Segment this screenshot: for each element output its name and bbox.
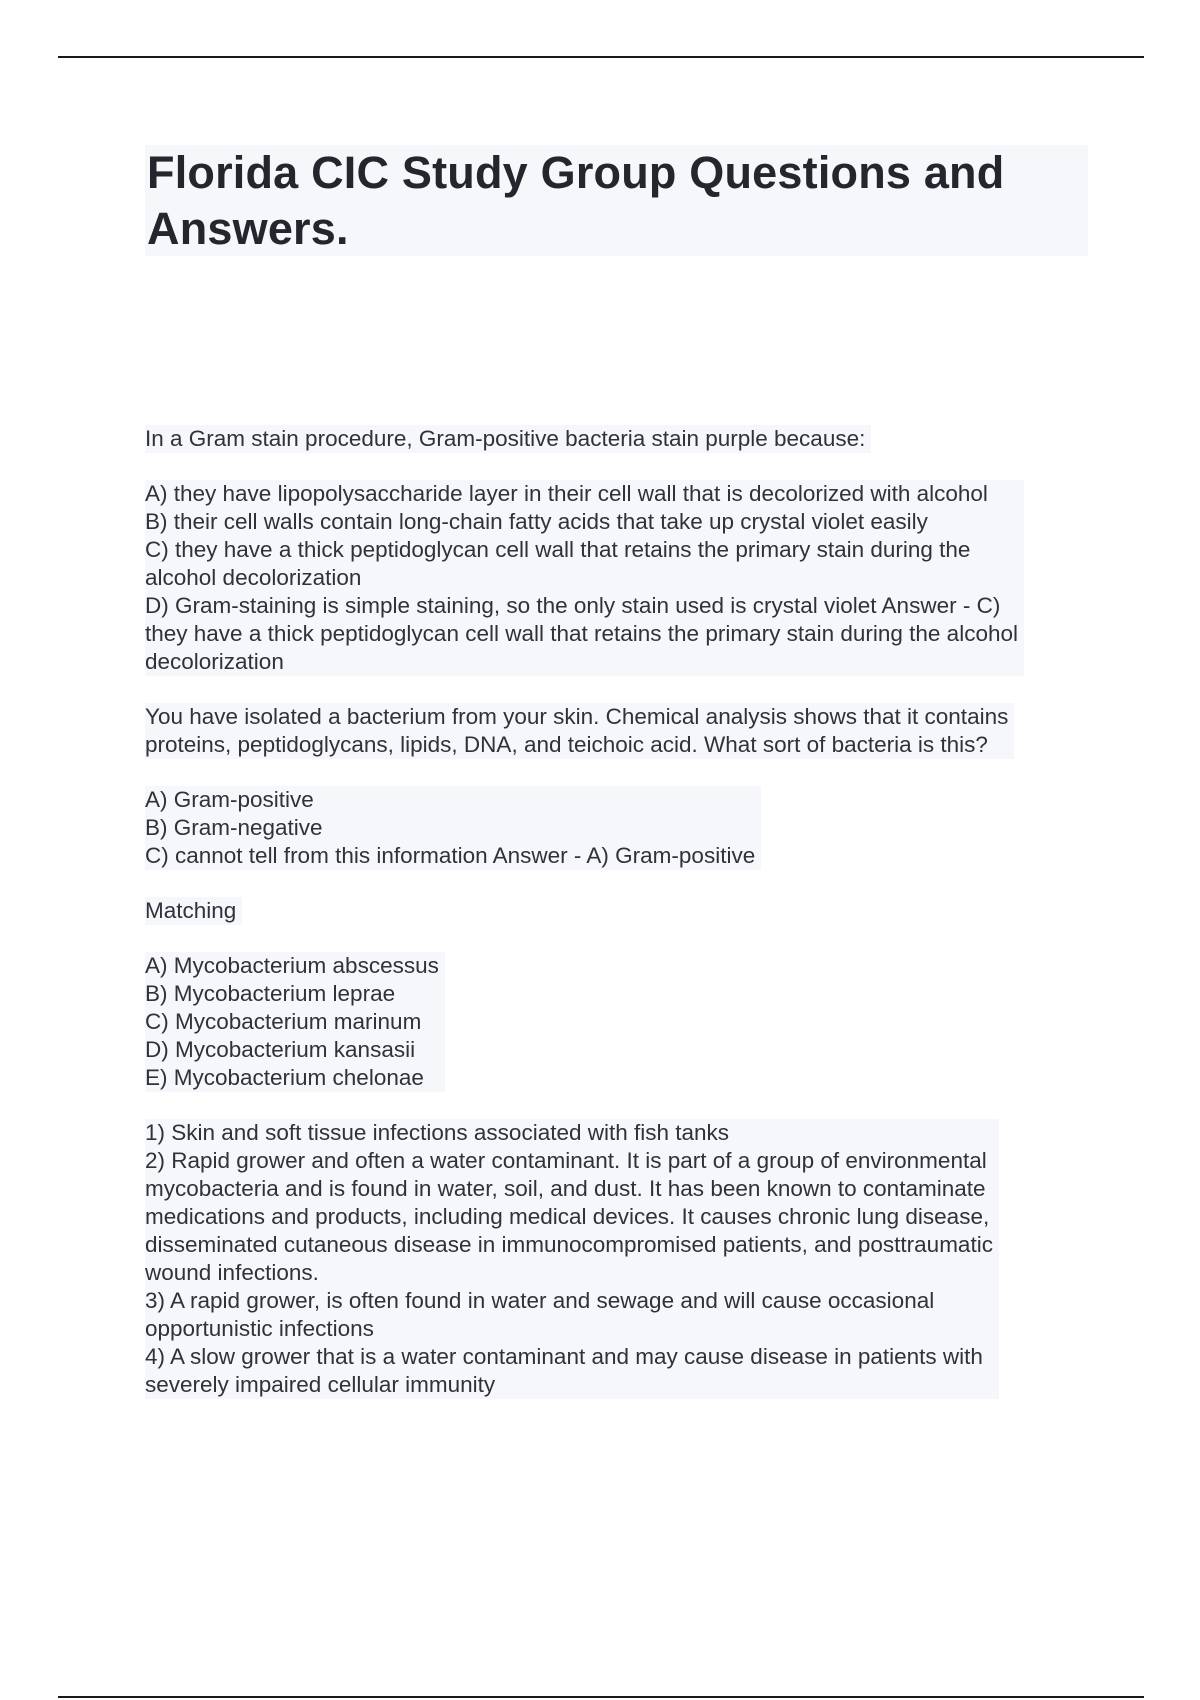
matching-items (145, 1119, 999, 1399)
matching-options (145, 952, 445, 1092)
document-title: Florida CIC Study Group Questions and Answers. (147, 147, 1005, 254)
item-line: 1) Skin and soft tissue infections associated with fish tanks (145, 1120, 730, 1145)
option-line: D) Gram-staining is simple staining, so the only stain used is crystal violet Answer - C) (145, 593, 1001, 618)
option-line: B) Gram-negative (145, 815, 323, 840)
option-line: B) Mycobacterium leprae (145, 981, 396, 1006)
item-line: wound infections. (145, 1260, 319, 1285)
question-3-heading (145, 897, 242, 925)
answer-line: decolorization (145, 649, 284, 674)
option-line: C) Mycobacterium marinum (145, 1009, 422, 1034)
question-2 (145, 703, 1014, 759)
option-line: A) Mycobacterium abscessus (145, 953, 439, 978)
answer-line: C) cannot tell from this information Answer - A) Gram-positive (145, 843, 756, 868)
item-line: opportunistic infections (145, 1316, 374, 1341)
document-body (145, 425, 1095, 1399)
item-line: 2) Rapid grower and often a water contaminant. It is part of a group of environmental (145, 1148, 987, 1173)
top-rule (58, 56, 1144, 58)
answer-line: they have a thick peptidoglycan cell wall that retains the primary stain during the alcohol (145, 621, 1018, 646)
question-1-options (145, 480, 1024, 676)
option-line: D) Mycobacterium kansasii (145, 1037, 416, 1062)
question-2-options (145, 786, 761, 870)
option-line: B) their cell walls contain long-chain fatty acids that take up crystal violet easily (145, 509, 928, 534)
title-block (145, 145, 1088, 256)
item-line: 3) A rapid grower, is often found in water and sewage and will cause occasional (145, 1288, 935, 1313)
option-line: A) Gram-positive (145, 787, 314, 812)
option-line: alcohol decolorization (145, 565, 362, 590)
option-line: E) Mycobacterium chelonae (145, 1065, 424, 1090)
bottom-rule (58, 1696, 1144, 1698)
option-line: A) they have lipopolysaccharide layer in their cell wall that is decolorized with alcohol (145, 481, 988, 506)
option-line: C) they have a thick peptidoglycan cell wall that retains the primary stain during the (145, 537, 971, 562)
item-line: medications and products, including medical devices. It causes chronic lung disease, (145, 1204, 990, 1229)
item-line: disseminated cutaneous disease in immunocompromised patients, and posttraumatic (145, 1232, 993, 1257)
item-line: mycobacteria and is found in water, soil, and dust. It has been known to contaminate (145, 1176, 986, 1201)
question-text: proteins, peptidoglycans, lipids, DNA, and teichoic acid. What sort of bacteria is this? (145, 732, 988, 757)
question-text: In a Gram stain procedure, Gram-positive bacteria stain purple because: (145, 426, 866, 451)
section-heading: Matching (145, 898, 237, 923)
item-line: 4) A slow grower that is a water contaminant and may cause disease in patients with (145, 1344, 983, 1369)
question-1 (145, 425, 871, 453)
item-line: severely impaired cellular immunity (145, 1372, 496, 1397)
question-text: You have isolated a bacterium from your skin. Chemical analysis shows that it contains (145, 704, 1009, 729)
